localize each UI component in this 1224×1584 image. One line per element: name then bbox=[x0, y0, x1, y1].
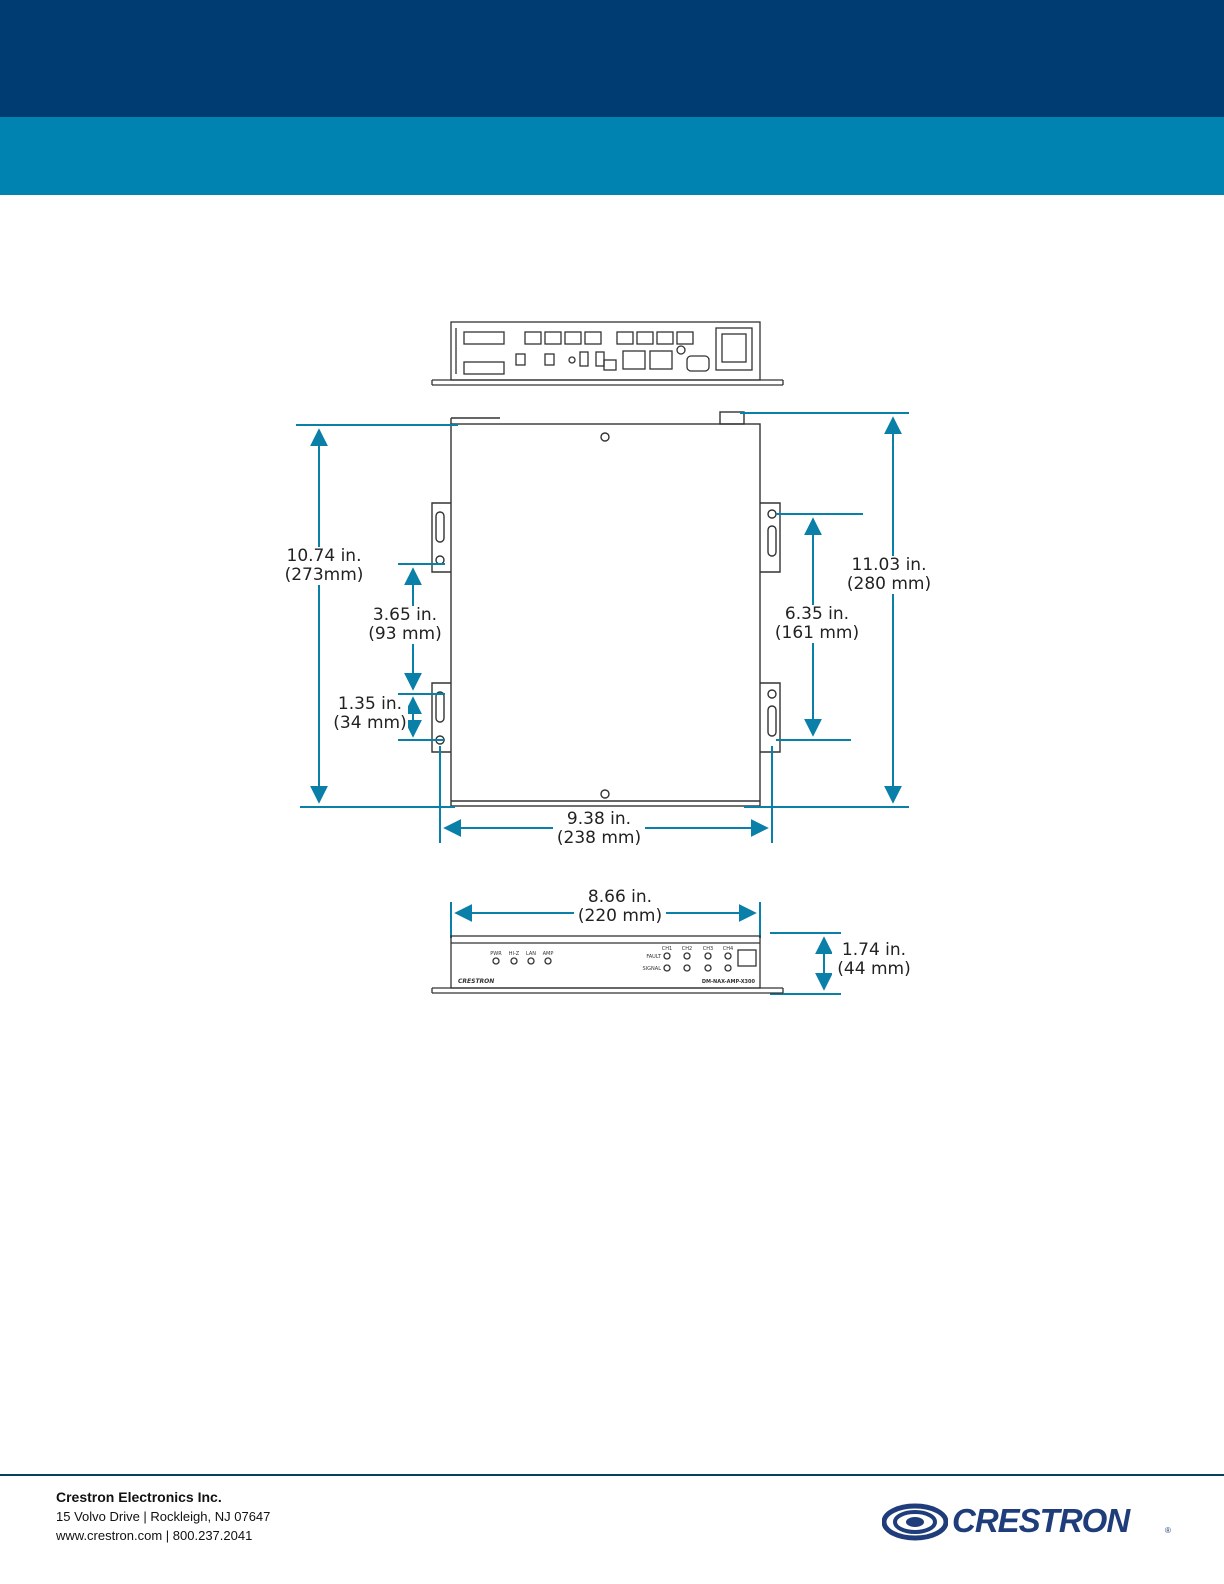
logo-registered: ® bbox=[1165, 1526, 1171, 1535]
footer-contact bbox=[56, 1488, 270, 1545]
dim-mm: (280 mm) bbox=[846, 574, 932, 594]
dim-mm: (220 mm) bbox=[577, 906, 663, 926]
dim-inches: 11.03 in. bbox=[851, 555, 927, 575]
dim-label-right-mounting bbox=[774, 605, 860, 643]
top-view bbox=[432, 412, 780, 806]
front-model: DM-NAX-AMP-X300 bbox=[701, 979, 755, 985]
dim-mm: (238 mm) bbox=[556, 828, 642, 848]
dim-inches: 10.74 in. bbox=[286, 546, 362, 566]
dim-label-front-width bbox=[574, 888, 666, 926]
logo-word: CRESTRON bbox=[952, 1502, 1130, 1539]
led-label: AMP bbox=[542, 951, 554, 957]
dim-label-right-overall bbox=[843, 556, 935, 594]
dim-inches: 9.38 in. bbox=[566, 809, 632, 829]
channel-label: CH2 bbox=[681, 946, 693, 952]
rear-view bbox=[432, 322, 783, 385]
dim-inches: 3.65 in. bbox=[372, 605, 438, 625]
company-address: 15 Volvo Drive | Rockleigh, NJ 07647 bbox=[56, 1509, 271, 1524]
led-label: HI-Z bbox=[508, 951, 520, 957]
company-contact[interactable]: www.crestron.com | 800.237.2041 bbox=[56, 1528, 253, 1543]
footer-rule bbox=[0, 1474, 1224, 1476]
dim-label-left-upper bbox=[366, 606, 444, 644]
row-label: FAULT bbox=[646, 954, 661, 960]
dim-mm: (273mm) bbox=[284, 565, 364, 585]
crestron-swirl-icon bbox=[882, 1502, 948, 1542]
row-label: SIGNAL bbox=[642, 966, 661, 972]
dim-mm: (93 mm) bbox=[368, 624, 442, 644]
front-brand: CRESTRON bbox=[458, 978, 495, 985]
crestron-logo bbox=[882, 1500, 1172, 1546]
dim-mm: (161 mm) bbox=[774, 623, 860, 643]
company-name: Crestron Electronics Inc. bbox=[56, 1489, 222, 1505]
dim-mm: (34 mm) bbox=[333, 713, 407, 733]
dim-label-left-overall bbox=[283, 547, 365, 585]
channel-label: CH4 bbox=[722, 946, 734, 952]
front-panel-labels bbox=[458, 946, 756, 985]
led-label: PWR bbox=[490, 951, 502, 957]
dim-label-left-lower bbox=[332, 695, 408, 733]
dim-mm: (44 mm) bbox=[837, 959, 911, 979]
dim-label-bottom-width bbox=[553, 810, 645, 848]
channel-label: CH1 bbox=[661, 946, 673, 952]
led-label: LAN bbox=[525, 951, 537, 957]
channel-label: CH3 bbox=[702, 946, 714, 952]
dim-inches: 8.66 in. bbox=[587, 887, 653, 907]
dim-inches: 1.74 in. bbox=[841, 940, 907, 960]
dim-inches: 6.35 in. bbox=[784, 604, 850, 624]
dim-label-front-height bbox=[832, 941, 916, 979]
dim-inches: 1.35 in. bbox=[337, 694, 403, 714]
